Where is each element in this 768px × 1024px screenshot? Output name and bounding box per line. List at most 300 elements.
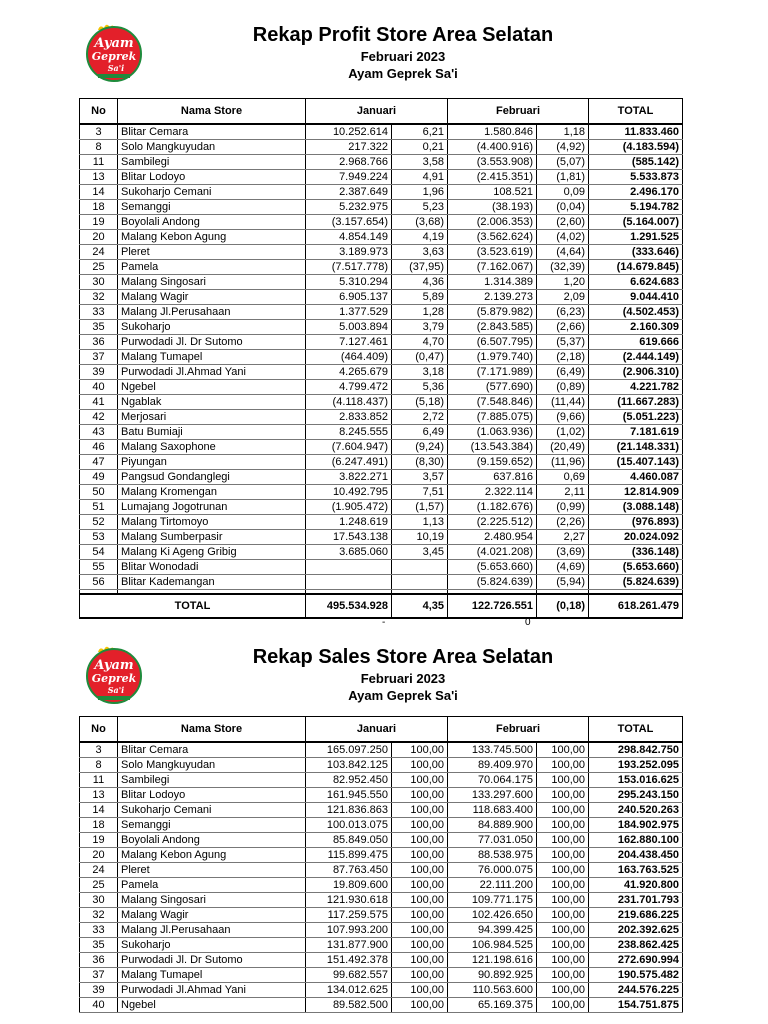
store-no: 46 <box>80 440 118 455</box>
februari-pct: 100,00 <box>537 773 589 788</box>
sales-title: Rekap Sales Store Area Selatan <box>252 646 554 668</box>
januari-value: 82.952.450 <box>306 773 392 788</box>
februari-value: (2.006.353) <box>448 215 537 230</box>
profit-brand: Ayam Geprek Sa'i <box>348 66 458 81</box>
januari-pct: 7,51 <box>392 485 448 500</box>
store-name: Pamela <box>118 878 306 893</box>
table-row <box>80 275 683 290</box>
store-no: 41 <box>80 395 118 410</box>
januari-value: 121.836.863 <box>306 803 392 818</box>
januari-pct: 4,91 <box>392 170 448 185</box>
total-value: 4.460.087 <box>589 470 683 485</box>
januari-value: 4.799.472 <box>306 380 392 395</box>
januari-pct: 4,70 <box>392 335 448 350</box>
januari-value: 3.685.060 <box>306 545 392 560</box>
store-name: Purwodadi Jl. Dr Sutomo <box>118 953 306 968</box>
februari-pct: (20,49) <box>537 440 589 455</box>
store-no: 54 <box>80 545 118 560</box>
store-no: 35 <box>80 320 118 335</box>
januari-pct: (1,57) <box>392 500 448 515</box>
total-value: 619.666 <box>589 335 683 350</box>
total-value: (585.142) <box>589 155 683 170</box>
februari-pct: 100,00 <box>537 803 589 818</box>
store-name: Sambilegi <box>118 155 306 170</box>
logo-text-ayam: Ayam <box>94 658 134 673</box>
store-no: 35 <box>80 938 118 953</box>
februari-value: 121.198.616 <box>448 953 537 968</box>
logo-text-geprek: Geprek <box>91 50 137 63</box>
januari-value: 2.968.766 <box>306 155 392 170</box>
store-no: 11 <box>80 155 118 170</box>
februari-pct: 1,20 <box>537 275 589 290</box>
februari-pct: 100,00 <box>537 998 589 1013</box>
store-name: Sambilegi <box>118 773 306 788</box>
februari-value: (577.690) <box>448 380 537 395</box>
februari-value: 94.399.425 <box>448 923 537 938</box>
store-no: 20 <box>80 230 118 245</box>
logo-text-sai: Sa'i <box>107 63 125 73</box>
total-value: (5.164.007) <box>589 215 683 230</box>
store-no: 39 <box>80 983 118 998</box>
table-row <box>80 515 683 530</box>
store-no: 50 <box>80 485 118 500</box>
januari-pct: 4,19 <box>392 230 448 245</box>
januari-value: 5.003.894 <box>306 320 392 335</box>
store-no: 30 <box>80 893 118 908</box>
februari-value: 118.683.400 <box>448 803 537 818</box>
table-row <box>80 425 683 440</box>
total-value: 5.194.782 <box>589 200 683 215</box>
store-name: Pleret <box>118 245 306 260</box>
table-row <box>80 290 683 305</box>
februari-pct: (4,92) <box>537 140 589 155</box>
januari-pct: (9,24) <box>392 440 448 455</box>
februari-value: 133.297.600 <box>448 788 537 803</box>
store-name: Malang Wagir <box>118 908 306 923</box>
store-name: Blitar Lodoyo <box>118 170 306 185</box>
store-name: Malang Kebon Agung <box>118 848 306 863</box>
store-no: 19 <box>80 215 118 230</box>
februari-pct: (3,69) <box>537 545 589 560</box>
januari-value: 4.265.679 <box>306 365 392 380</box>
total-value: 2.496.170 <box>589 185 683 200</box>
januari-pct: 6,49 <box>392 425 448 440</box>
store-no: 13 <box>80 170 118 185</box>
table-row <box>80 818 683 833</box>
total-value: 12.814.909 <box>589 485 683 500</box>
februari-pct: (11,44) <box>537 395 589 410</box>
februari-value: (2.225.512) <box>448 515 537 530</box>
store-name: Sukoharjo Cemani <box>118 803 306 818</box>
februari-pct: 100,00 <box>537 893 589 908</box>
table-row <box>80 200 683 215</box>
store-name: Malang Saxophone <box>118 440 306 455</box>
februari-pct: 100,00 <box>537 878 589 893</box>
total-value: 184.902.975 <box>589 818 683 833</box>
januari-pct: 10,19 <box>392 530 448 545</box>
total-value: (15.407.143) <box>589 455 683 470</box>
januari-value: (3.157.654) <box>306 215 392 230</box>
januari-pct: (3,68) <box>392 215 448 230</box>
store-name: Malang Jl.Perusahaan <box>118 923 306 938</box>
januari-pct: 3,79 <box>392 320 448 335</box>
januari-value: 151.492.378 <box>306 953 392 968</box>
table-row <box>80 215 683 230</box>
januari-value: 5.232.975 <box>306 200 392 215</box>
table-row <box>80 245 683 260</box>
store-no: 49 <box>80 470 118 485</box>
januari-pct: 1,28 <box>392 305 448 320</box>
table-row <box>80 833 683 848</box>
total-value: (2.444.149) <box>589 350 683 365</box>
store-name: Solo Mangkuyudan <box>118 758 306 773</box>
total-value: (5.653.660) <box>589 560 683 575</box>
januari-pct: 5,36 <box>392 380 448 395</box>
store-name: Blitar Cemara <box>118 742 306 758</box>
store-no: 36 <box>80 953 118 968</box>
col-januari: Januari <box>306 99 448 125</box>
februari-pct: 100,00 <box>537 863 589 878</box>
store-no: 33 <box>80 923 118 938</box>
total-value: 204.438.450 <box>589 848 683 863</box>
januari-pct: 3,18 <box>392 365 448 380</box>
februari-value: (2.843.585) <box>448 320 537 335</box>
logo-text-geprek: Geprek <box>91 672 137 685</box>
januari-value: 5.310.294 <box>306 275 392 290</box>
store-no: 36 <box>80 335 118 350</box>
col-total: TOTAL <box>589 717 683 743</box>
store-no: 20 <box>80 848 118 863</box>
store-no: 8 <box>80 758 118 773</box>
table-row <box>80 773 683 788</box>
januari-value: 17.543.138 <box>306 530 392 545</box>
total-value: 20.024.092 <box>589 530 683 545</box>
total-value: 231.701.793 <box>589 893 683 908</box>
store-no: 8 <box>80 140 118 155</box>
januari-pct: 100,00 <box>392 758 448 773</box>
table-row <box>80 758 683 773</box>
sales-table-header <box>80 717 683 743</box>
total-value: (5.824.639) <box>589 575 683 590</box>
table-row <box>80 485 683 500</box>
januari-value: 103.842.125 <box>306 758 392 773</box>
januari-pct: 100,00 <box>392 833 448 848</box>
total-grand: 618.261.479 <box>589 594 683 618</box>
table-row <box>80 575 683 590</box>
total-value: 240.520.263 <box>589 803 683 818</box>
januari-value: (7.604.947) <box>306 440 392 455</box>
januari-value: 121.930.618 <box>306 893 392 908</box>
store-name: Malang Sumberpasir <box>118 530 306 545</box>
januari-pct: 5,23 <box>392 200 448 215</box>
sales-month: Februari 2023 <box>360 671 446 686</box>
total-value: (11.667.283) <box>589 395 683 410</box>
store-name: Malang Tumapel <box>118 350 306 365</box>
store-no: 13 <box>80 788 118 803</box>
store-name: Blitar Lodoyo <box>118 788 306 803</box>
januari-value: 10.252.614 <box>306 124 392 140</box>
januari-value: 7.127.461 <box>306 335 392 350</box>
februari-pct: 100,00 <box>537 833 589 848</box>
table-row <box>80 983 683 998</box>
januari-pct: 100,00 <box>392 998 448 1013</box>
store-no: 25 <box>80 878 118 893</box>
januari-pct: 5,89 <box>392 290 448 305</box>
logo-text-sai: Sa'i <box>107 685 125 695</box>
februari-value: (3.523.619) <box>448 245 537 260</box>
total-value: 202.392.625 <box>589 923 683 938</box>
februari-value: (1.063.936) <box>448 425 537 440</box>
januari-pct: 3,45 <box>392 545 448 560</box>
februari-pct: 0,09 <box>537 185 589 200</box>
januari-value: 85.849.050 <box>306 833 392 848</box>
februari-pct: 100,00 <box>537 953 589 968</box>
table-row <box>80 788 683 803</box>
store-name: Malang Wagir <box>118 290 306 305</box>
januari-value <box>306 560 392 575</box>
table-row <box>80 395 683 410</box>
februari-value: (3.562.624) <box>448 230 537 245</box>
februari-value: 106.984.525 <box>448 938 537 953</box>
februari-value: (6.507.795) <box>448 335 537 350</box>
store-no: 3 <box>80 124 118 140</box>
col-januari: Januari <box>306 717 448 743</box>
total-januari-pct: 4,35 <box>392 594 448 618</box>
februari-pct: (6,49) <box>537 365 589 380</box>
januari-pct <box>392 575 448 590</box>
store-name: Ngablak <box>118 395 306 410</box>
table-row <box>80 863 683 878</box>
store-name: Malang Jl.Perusahaan <box>118 305 306 320</box>
januari-pct: 1,96 <box>392 185 448 200</box>
table-row <box>80 260 683 275</box>
table-row <box>80 803 683 818</box>
januari-value: 115.899.475 <box>306 848 392 863</box>
table-row <box>80 848 683 863</box>
store-name: Purwodadi Jl. Dr Sutomo <box>118 335 306 350</box>
februari-value: 1.580.846 <box>448 124 537 140</box>
total-value: 153.016.625 <box>589 773 683 788</box>
col-store: Nama Store <box>118 99 306 125</box>
februari-value: 90.892.925 <box>448 968 537 983</box>
store-no: 19 <box>80 833 118 848</box>
februari-pct: (5,07) <box>537 155 589 170</box>
store-name: Malang Ki Ageng Gribig <box>118 545 306 560</box>
profit-table <box>79 98 683 619</box>
store-name: Sukoharjo <box>118 320 306 335</box>
table-row <box>80 365 683 380</box>
total-value: 162.880.100 <box>589 833 683 848</box>
januari-pct: 100,00 <box>392 848 448 863</box>
februari-value: (4.400.916) <box>448 140 537 155</box>
januari-value: 4.854.149 <box>306 230 392 245</box>
januari-pct: (8,30) <box>392 455 448 470</box>
store-name: Malang Tirtomoyo <box>118 515 306 530</box>
store-no: 25 <box>80 260 118 275</box>
profit-month: Februari 2023 <box>360 49 446 64</box>
store-name: Sukoharjo Cemani <box>118 185 306 200</box>
store-name: Solo Mangkuyudan <box>118 140 306 155</box>
februari-pct: 2,27 <box>537 530 589 545</box>
februari-value: 89.409.970 <box>448 758 537 773</box>
februari-value: (5.824.639) <box>448 575 537 590</box>
store-no: 37 <box>80 968 118 983</box>
total-value: 6.624.683 <box>589 275 683 290</box>
store-no: 3 <box>80 742 118 758</box>
januari-pct: 3,63 <box>392 245 448 260</box>
januari-pct: 3,57 <box>392 470 448 485</box>
februari-pct: 100,00 <box>537 923 589 938</box>
februari-value: 109.771.175 <box>448 893 537 908</box>
januari-value: 10.492.795 <box>306 485 392 500</box>
februari-pct: (4,02) <box>537 230 589 245</box>
januari-value: (464.409) <box>306 350 392 365</box>
januari-pct: 100,00 <box>392 742 448 758</box>
februari-pct: (0,89) <box>537 380 589 395</box>
total-value: 41.920.800 <box>589 878 683 893</box>
januari-pct: 6,21 <box>392 124 448 140</box>
col-no: No <box>80 99 118 125</box>
januari-pct: 100,00 <box>392 863 448 878</box>
store-name: Semanggi <box>118 818 306 833</box>
logo-text-ayam: Ayam <box>94 36 134 51</box>
januari-value: 7.949.224 <box>306 170 392 185</box>
sales-table <box>79 716 683 1013</box>
store-name: Blitar Wonodadi <box>118 560 306 575</box>
table-row <box>80 560 683 575</box>
col-total: TOTAL <box>589 99 683 125</box>
februari-value: (7.885.075) <box>448 410 537 425</box>
store-name: Purwodadi Jl.Ahmad Yani <box>118 365 306 380</box>
februari-value: (38.193) <box>448 200 537 215</box>
januari-value: 117.259.575 <box>306 908 392 923</box>
store-no: 47 <box>80 455 118 470</box>
total-value: (4.502.453) <box>589 305 683 320</box>
store-no: 40 <box>80 998 118 1013</box>
januari-value: (7.517.778) <box>306 260 392 275</box>
store-no: 39 <box>80 365 118 380</box>
februari-value: 88.538.975 <box>448 848 537 863</box>
profit-total-row <box>80 594 683 618</box>
januari-pct <box>392 560 448 575</box>
februari-pct: 2,09 <box>537 290 589 305</box>
total-value: 1.291.525 <box>589 230 683 245</box>
table-row <box>80 410 683 425</box>
januari-pct: 100,00 <box>392 938 448 953</box>
februari-value: 2.139.273 <box>448 290 537 305</box>
store-no: 43 <box>80 425 118 440</box>
januari-pct: 4,36 <box>392 275 448 290</box>
februari-pct: (2,66) <box>537 320 589 335</box>
januari-value: 2.833.852 <box>306 410 392 425</box>
table-row <box>80 305 683 320</box>
table-row <box>80 140 683 155</box>
januari-value: 131.877.900 <box>306 938 392 953</box>
januari-value: 165.097.250 <box>306 742 392 758</box>
februari-value: 70.064.175 <box>448 773 537 788</box>
februari-value: (3.553.908) <box>448 155 537 170</box>
januari-value: 134.012.625 <box>306 983 392 998</box>
total-value: 9.044.410 <box>589 290 683 305</box>
table-row <box>80 124 683 140</box>
februari-pct: 100,00 <box>537 788 589 803</box>
januari-value: 8.245.555 <box>306 425 392 440</box>
februari-value: (4.021.208) <box>448 545 537 560</box>
table-row <box>80 938 683 953</box>
januari-pct: (37,95) <box>392 260 448 275</box>
februari-value: 22.111.200 <box>448 878 537 893</box>
januari-pct: 100,00 <box>392 983 448 998</box>
store-name: Blitar Cemara <box>118 124 306 140</box>
januari-pct: 3,58 <box>392 155 448 170</box>
total-value: (4.183.594) <box>589 140 683 155</box>
store-name: Pangsud Gondanglegi <box>118 470 306 485</box>
store-name: Malang Kromengan <box>118 485 306 500</box>
store-no: 32 <box>80 290 118 305</box>
januari-value: 3.822.271 <box>306 470 392 485</box>
table-row <box>80 380 683 395</box>
table-row <box>80 500 683 515</box>
februari-value: 77.031.050 <box>448 833 537 848</box>
januari-value: (6.247.491) <box>306 455 392 470</box>
februari-pct: (2,26) <box>537 515 589 530</box>
store-name: Ngebel <box>118 380 306 395</box>
total-februari: 122.726.551 <box>448 594 537 618</box>
store-no: 55 <box>80 560 118 575</box>
total-februari-pct: (0,18) <box>537 594 589 618</box>
profit-table-header <box>80 99 683 125</box>
total-value: 298.842.750 <box>589 742 683 758</box>
profit-table-body <box>80 124 683 590</box>
februari-value: (7.548.846) <box>448 395 537 410</box>
store-no: 14 <box>80 803 118 818</box>
februari-pct: (0,04) <box>537 200 589 215</box>
total-value: (3.088.148) <box>589 500 683 515</box>
februari-pct: 100,00 <box>537 983 589 998</box>
store-no: 14 <box>80 185 118 200</box>
total-value: 190.575.482 <box>589 968 683 983</box>
col-februari: Februari <box>448 717 589 743</box>
store-no: 52 <box>80 515 118 530</box>
januari-value: 1.248.619 <box>306 515 392 530</box>
footnote-februari: 0 <box>525 617 531 628</box>
total-value: (2.906.310) <box>589 365 683 380</box>
store-name: Pamela <box>118 260 306 275</box>
table-row <box>80 998 683 1013</box>
total-value: 193.252.095 <box>589 758 683 773</box>
februari-value: 2.322.114 <box>448 485 537 500</box>
total-value: (336.148) <box>589 545 683 560</box>
februari-value: 637.816 <box>448 470 537 485</box>
table-row <box>80 470 683 485</box>
januari-pct: 1,13 <box>392 515 448 530</box>
store-name: Boyolali Andong <box>118 833 306 848</box>
store-name: Blitar Kademangan <box>118 575 306 590</box>
januari-pct: 2,72 <box>392 410 448 425</box>
table-row <box>80 185 683 200</box>
februari-pct: 100,00 <box>537 938 589 953</box>
februari-value: 110.563.600 <box>448 983 537 998</box>
table-row <box>80 893 683 908</box>
januari-value: 99.682.557 <box>306 968 392 983</box>
februari-value: 133.745.500 <box>448 742 537 758</box>
table-row <box>80 878 683 893</box>
store-no: 24 <box>80 863 118 878</box>
table-row <box>80 953 683 968</box>
januari-pct: (0,47) <box>392 350 448 365</box>
februari-value: (5.653.660) <box>448 560 537 575</box>
februari-value: 84.889.900 <box>448 818 537 833</box>
